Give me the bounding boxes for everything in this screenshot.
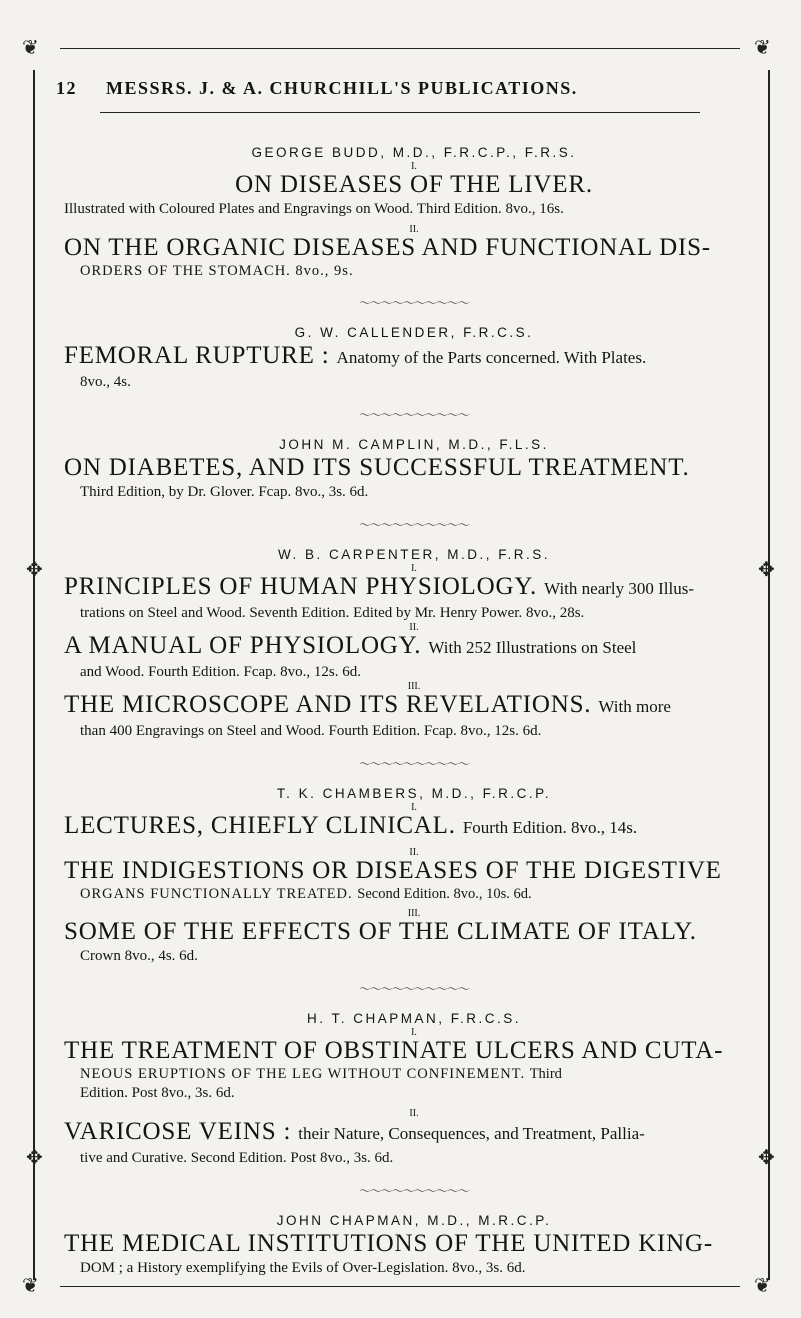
book-title bbox=[64, 812, 764, 842]
book-title-rest: Anatomy of the Parts concerned. With Plates. bbox=[336, 348, 647, 367]
item-numeral: II. bbox=[409, 1108, 419, 1119]
page-number: 12 bbox=[56, 78, 77, 98]
book-description: 8vo., 4s. bbox=[80, 374, 131, 390]
author-heading: W. B. CARPENTER, M.D., F.R.S. bbox=[277, 547, 551, 562]
item-numeral: III. bbox=[407, 681, 421, 692]
book-title bbox=[64, 691, 764, 721]
book-subtitle-rest: Second Edition. 8vo., 10s. 6d. bbox=[357, 886, 532, 902]
section-divider: 〜〜〜〜〜〜〜〜〜〜 bbox=[358, 296, 469, 310]
side-ornament-icon: ✥ bbox=[758, 1147, 775, 1169]
book-title: ON THE ORGANIC DISEASES AND FUNCTIONAL DIS- bbox=[64, 234, 711, 261]
book-subtitle-main: NEOUS ERUPTIONS OF THE LEG WITHOUT CONFINEMENT. bbox=[80, 1066, 526, 1082]
book-description: tive and Curative. Second Edition. Post 8vo., 3s. 6d. bbox=[80, 1150, 394, 1166]
item-numeral: II. bbox=[409, 847, 419, 858]
section-divider: 〜〜〜〜〜〜〜〜〜〜 bbox=[358, 408, 469, 422]
book-title: SOME OF THE EFFECTS OF THE CLIMATE OF ITALY. bbox=[64, 918, 697, 945]
book-title-rest: With nearly 300 Illus- bbox=[544, 579, 695, 598]
corner-ornament-icon: ❦ bbox=[22, 37, 39, 59]
book-subtitle-rest: Third bbox=[529, 1066, 562, 1082]
section-divider: 〜〜〜〜〜〜〜〜〜〜 bbox=[358, 757, 469, 771]
book-title-main: LECTURES, CHIEFLY CLINICAL. bbox=[64, 812, 456, 839]
item-numeral: I. bbox=[411, 563, 417, 574]
book-description: than 400 Engravings on Steel and Wood. Fourth Edition. Fcap. 8vo., 12s. 6d. bbox=[80, 723, 542, 739]
author-heading: GEORGE BUDD, M.D., F.R.C.P., F.R.S. bbox=[251, 145, 577, 160]
item-numeral: I. bbox=[411, 802, 417, 813]
book-subtitle bbox=[80, 1065, 764, 1083]
book-title bbox=[64, 342, 764, 372]
book-title-main: A MANUAL OF PHYSIOLOGY. bbox=[64, 632, 422, 659]
header-title: MESSRS. J. & A. CHURCHILL'S PUBLICATIONS. bbox=[106, 78, 578, 98]
book-title-main: FEMORAL RUPTURE : bbox=[64, 342, 330, 369]
side-ornament-icon: ✥ bbox=[26, 559, 43, 581]
bottom-border-rule bbox=[60, 1286, 740, 1287]
author-heading: G. W. CALLENDER, F.R.C.S. bbox=[294, 325, 534, 340]
book-description: trations on Steel and Wood. Seventh Edition. Edited by Mr. Henry Power. 8vo., 28s. bbox=[80, 605, 585, 621]
book-title-main: VARICOSE VEINS : bbox=[64, 1118, 292, 1145]
book-description: Crown 8vo., 4s. 6d. bbox=[80, 948, 198, 964]
item-numeral: I. bbox=[411, 161, 417, 172]
author-heading: JOHN M. CAMPLIN, M.D., F.L.S. bbox=[279, 437, 549, 452]
section-divider: 〜〜〜〜〜〜〜〜〜〜 bbox=[358, 982, 469, 996]
book-title: THE TREATMENT OF OBSTINATE ULCERS AND CUTA- bbox=[64, 1037, 724, 1064]
book-subtitle bbox=[80, 885, 764, 903]
book-title-main: PRINCIPLES OF HUMAN PHYSIOLOGY. bbox=[64, 573, 538, 600]
book-title-rest: With more bbox=[598, 697, 671, 716]
item-numeral: I. bbox=[411, 1027, 417, 1038]
book-title: THE INDIGESTIONS OR DISEASES OF THE DIGESTIVE bbox=[64, 857, 722, 884]
corner-ornament-icon: ❦ bbox=[754, 37, 771, 59]
top-border-rule bbox=[60, 48, 740, 49]
book-title: THE MEDICAL INSTITUTIONS OF THE UNITED KING- bbox=[64, 1230, 714, 1257]
left-border-rule bbox=[33, 70, 35, 1280]
book-description: Edition. Post 8vo., 3s. 6d. bbox=[80, 1085, 235, 1101]
side-ornament-icon: ✥ bbox=[758, 559, 775, 581]
section-divider: 〜〜〜〜〜〜〜〜〜〜 bbox=[358, 1184, 469, 1198]
book-subtitle: ORDERS OF THE STOMACH. 8vo., 9s. bbox=[80, 263, 354, 279]
book-title: ON DISEASES OF THE LIVER. bbox=[235, 171, 593, 198]
book-title bbox=[64, 1118, 764, 1148]
item-numeral: II. bbox=[409, 224, 419, 235]
catalogue-content bbox=[64, 145, 764, 1278]
author-heading: H. T. CHAPMAN, F.R.C.S. bbox=[306, 1011, 522, 1026]
book-title bbox=[64, 632, 764, 662]
book-description: Illustrated with Coloured Plates and Engravings on Wood. Third Edition. 8vo., 16s. bbox=[64, 201, 564, 217]
corner-ornament-icon: ❦ bbox=[754, 1275, 771, 1297]
corner-ornament-icon: ❦ bbox=[22, 1275, 39, 1297]
book-title bbox=[64, 573, 764, 603]
section-divider: 〜〜〜〜〜〜〜〜〜〜 bbox=[358, 518, 469, 532]
book-subtitle-main: ORGANS FUNCTIONALLY TREATED. bbox=[80, 886, 353, 902]
author-heading: T. K. CHAMBERS, M.D., F.R.C.P. bbox=[276, 786, 552, 801]
book-description: Third Edition, by Dr. Glover. Fcap. 8vo., 3s. 6d. bbox=[80, 484, 369, 500]
header-rule bbox=[100, 112, 700, 113]
book-description: DOM ; a History exemplifying the Evils of Over-Legislation. 8vo., 3s. 6d. bbox=[80, 1260, 526, 1276]
item-numeral: II. bbox=[409, 622, 419, 633]
book-title-main: THE MICROSCOPE AND ITS REVELATIONS. bbox=[64, 691, 592, 718]
item-numeral: III. bbox=[407, 908, 421, 919]
book-description: and Wood. Fourth Edition. Fcap. 8vo., 12s. 6d. bbox=[80, 664, 362, 680]
book-title-rest: With 252 Illustrations on Steel bbox=[428, 638, 637, 657]
author-heading: JOHN CHAPMAN, M.D., M.R.C.P. bbox=[276, 1213, 552, 1228]
book-title-rest: their Nature, Consequences, and Treatment, Pallia- bbox=[298, 1124, 645, 1143]
book-title-rest: Fourth Edition. 8vo., 14s. bbox=[462, 818, 638, 837]
side-ornament-icon: ✥ bbox=[26, 1147, 43, 1169]
book-title: ON DIABETES, AND ITS SUCCESSFUL TREATMENT. bbox=[64, 454, 690, 481]
right-border-rule bbox=[768, 70, 770, 1280]
